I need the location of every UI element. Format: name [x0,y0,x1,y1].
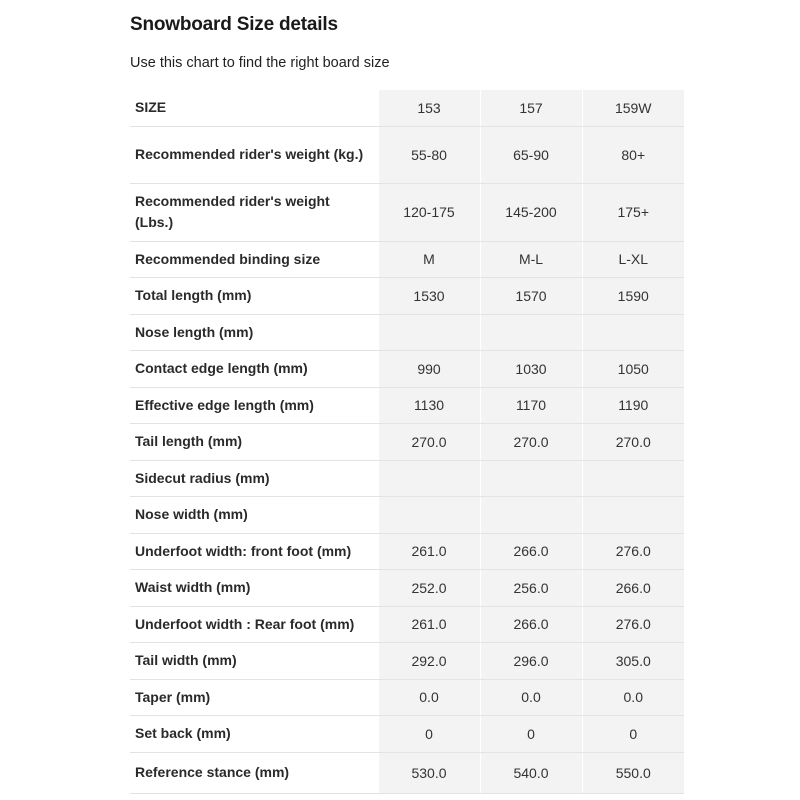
value-cell: 540.0 [480,752,582,793]
value-cell: 1050 [582,351,684,388]
row-label: Underfoot width : Rear foot (mm) [130,606,378,643]
value-cell: M-L [480,241,582,278]
table-row [130,424,684,461]
value-cell: 305.0 [582,643,684,680]
row-label: Recommended binding size [130,241,378,278]
table-row [130,679,684,716]
row-label: Recommended rider's weight (kg.) [130,126,378,184]
value-cell [378,314,480,351]
value-cell: 80+ [582,126,684,184]
table-row [130,278,684,315]
value-cell: 270.0 [378,424,480,461]
value-cell: 276.0 [582,606,684,643]
value-cell: 0 [480,716,582,753]
value-cell: 990 [378,351,480,388]
table-row [130,241,684,278]
table-row [130,126,684,184]
row-label: Tail length (mm) [130,424,378,461]
value-cell: 0.0 [582,679,684,716]
row-label: Effective edge length (mm) [130,387,378,424]
table-row [130,497,684,534]
value-cell: 120-175 [378,184,480,242]
value-cell: 55-80 [378,126,480,184]
value-cell: 65-90 [480,126,582,184]
size-header-cell: 159W [582,90,684,126]
value-cell: 550.0 [582,752,684,793]
value-cell: 261.0 [378,606,480,643]
value-cell: 0.0 [378,679,480,716]
table-row [130,351,684,388]
value-cell [582,314,684,351]
value-cell: 276.0 [582,533,684,570]
row-label: Underfoot width: front foot (mm) [130,533,378,570]
row-label: Sidecut radius (mm) [130,460,378,497]
value-cell [480,460,582,497]
size-header-label: SIZE [130,90,378,126]
value-cell: 1170 [480,387,582,424]
value-cell: L-XL [582,241,684,278]
table-header-row [130,90,684,126]
value-cell: 270.0 [480,424,582,461]
value-cell: 1590 [582,278,684,315]
table-row [130,314,684,351]
row-label: Taper (mm) [130,679,378,716]
size-table-body [130,90,684,793]
row-label: Tail width (mm) [130,643,378,680]
value-cell [582,460,684,497]
row-label: Nose width (mm) [130,497,378,534]
table-row [130,184,684,242]
value-cell: 270.0 [582,424,684,461]
table-row [130,643,684,680]
value-cell: 292.0 [378,643,480,680]
row-label: Recommended rider's weight (Lbs.) [130,184,378,242]
table-row [130,570,684,607]
size-table [130,90,684,794]
value-cell: 1190 [582,387,684,424]
table-row [130,716,684,753]
table-row [130,752,684,793]
value-cell: 1570 [480,278,582,315]
size-header-cell: 157 [480,90,582,126]
value-cell: 261.0 [378,533,480,570]
size-header-cell: 153 [378,90,480,126]
table-row [130,387,684,424]
value-cell [378,460,480,497]
value-cell: 0.0 [480,679,582,716]
table-row [130,533,684,570]
value-cell: 530.0 [378,752,480,793]
value-cell [480,497,582,534]
page-title: Snowboard Size details [130,14,338,35]
table-row [130,460,684,497]
row-label: Nose length (mm) [130,314,378,351]
table-row [130,606,684,643]
page-subtitle: Use this chart to find the right board size [130,55,390,71]
value-cell: 145-200 [480,184,582,242]
value-cell: 296.0 [480,643,582,680]
value-cell: 175+ [582,184,684,242]
value-cell: 1130 [378,387,480,424]
value-cell: 252.0 [378,570,480,607]
value-cell: 266.0 [582,570,684,607]
row-label: Waist width (mm) [130,570,378,607]
value-cell: 0 [582,716,684,753]
value-cell: 266.0 [480,606,582,643]
value-cell [378,497,480,534]
value-cell [480,314,582,351]
value-cell [582,497,684,534]
row-label: Set back (mm) [130,716,378,753]
row-label: Reference stance (mm) [130,752,378,793]
row-label: Contact edge length (mm) [130,351,378,388]
value-cell: M [378,241,480,278]
value-cell: 1030 [480,351,582,388]
value-cell: 266.0 [480,533,582,570]
value-cell: 1530 [378,278,480,315]
row-label: Total length (mm) [130,278,378,315]
value-cell: 256.0 [480,570,582,607]
value-cell: 0 [378,716,480,753]
